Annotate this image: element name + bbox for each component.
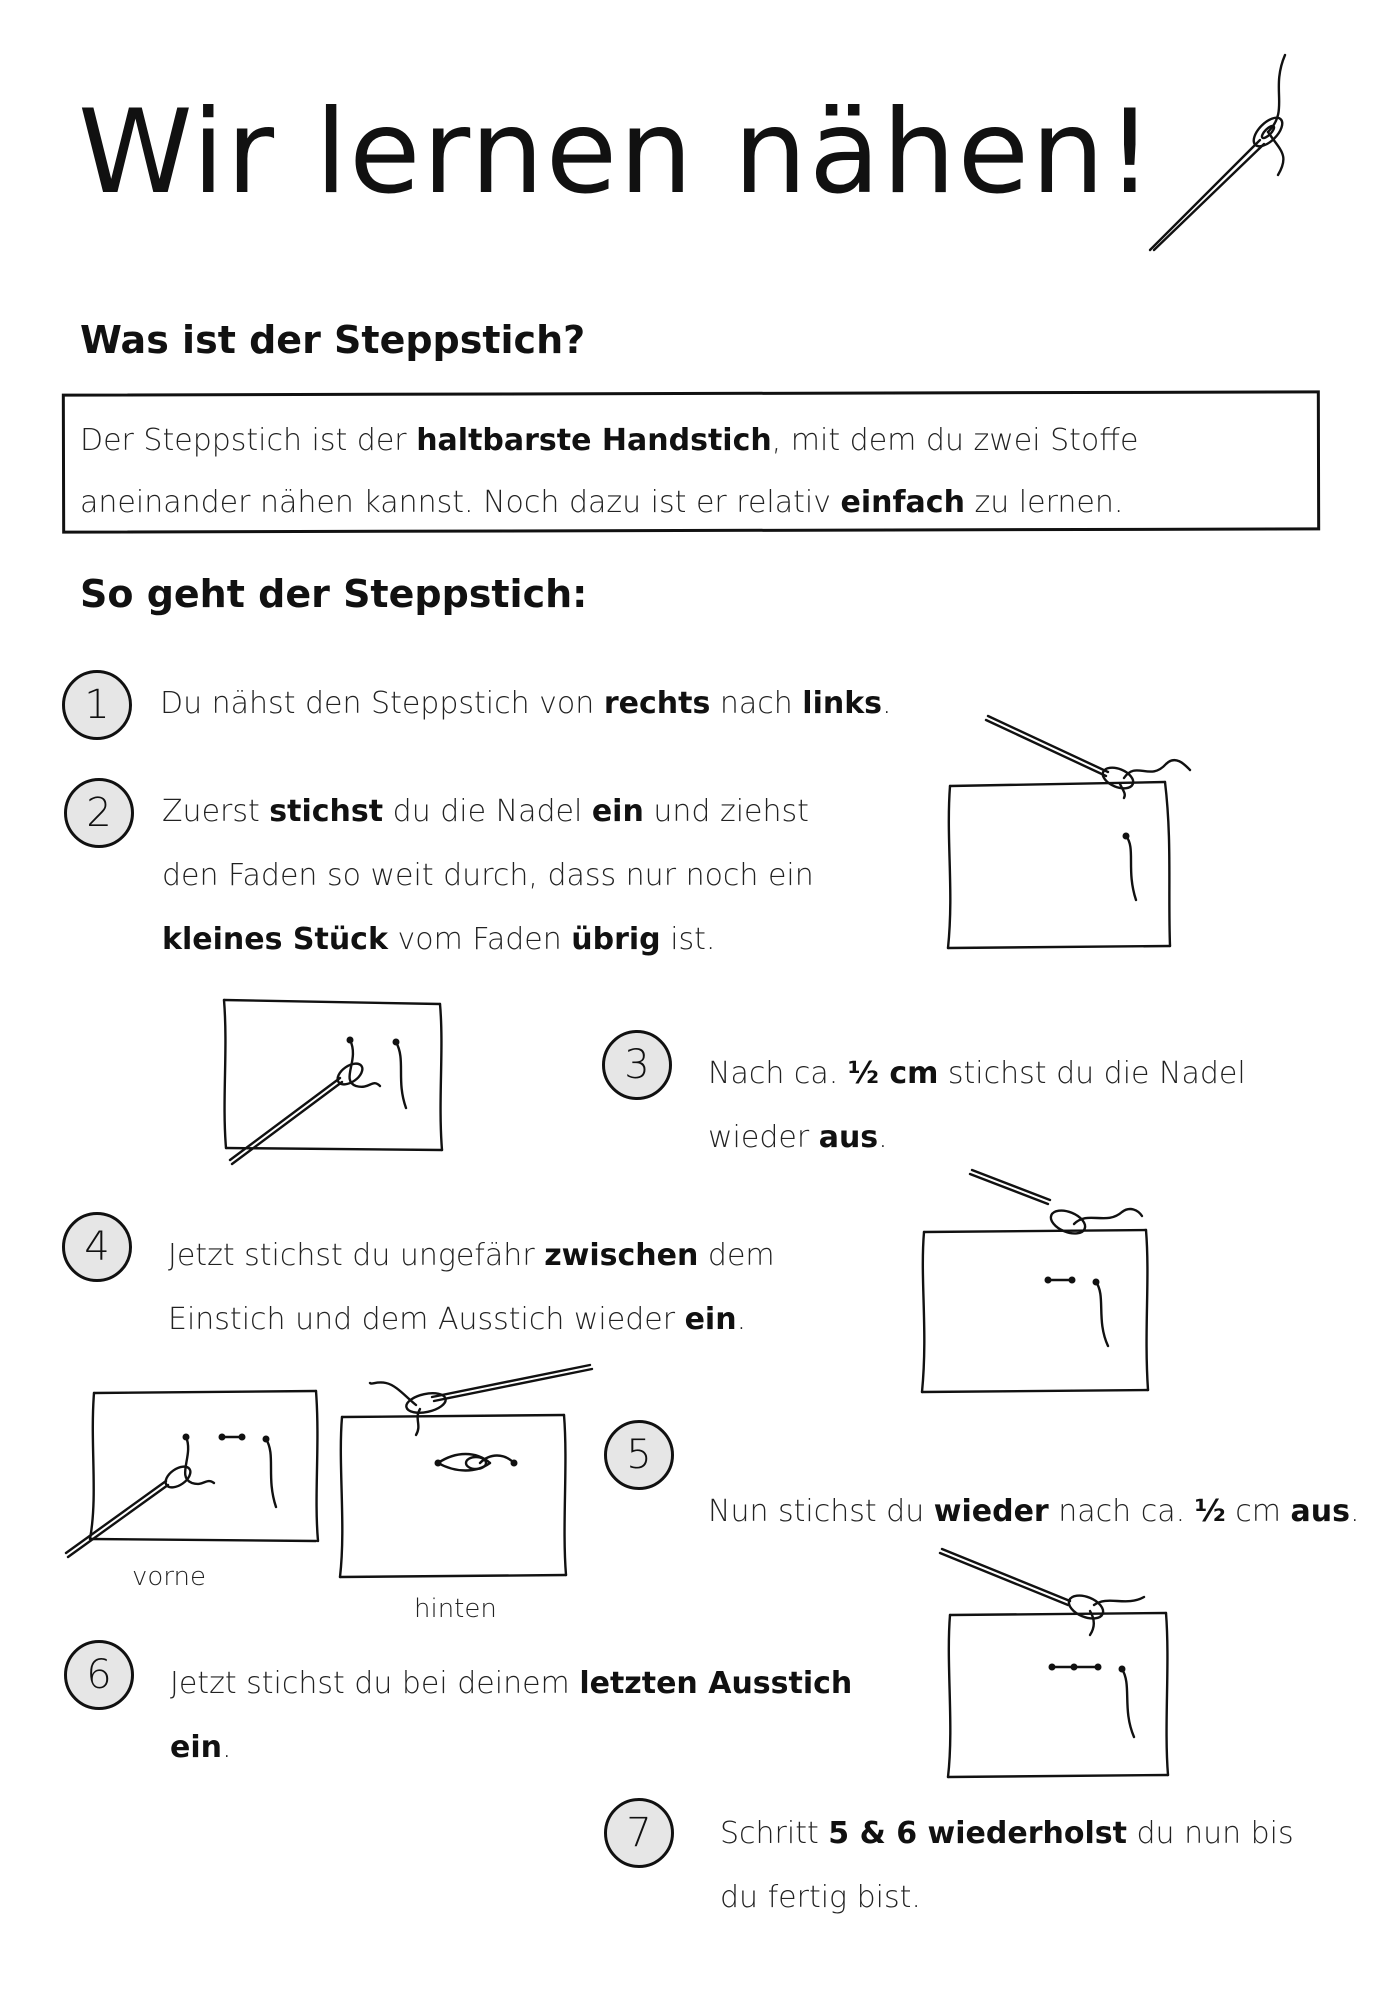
step-bold: ein [684, 1302, 737, 1337]
step-number-7: 7 [604, 1798, 674, 1868]
fabric-illustration-front [66, 1385, 326, 1565]
info-text-part: zu lernen. [964, 485, 1124, 520]
step-6-text [170, 1652, 890, 1780]
step-number-2: 2 [64, 778, 134, 848]
step-bold: ½ cm [847, 1056, 939, 1091]
step-text-part: ist. [660, 922, 716, 957]
info-text-part: , mit dem du zwei Stoffe aneinander nähen kannst. Noch dazu ist er relativ [80, 423, 1139, 520]
info-text [80, 410, 1310, 534]
step-bold: ein [591, 794, 644, 829]
step-4-text [168, 1224, 808, 1352]
step-text-part: stichst du die Nadel wieder [708, 1056, 1246, 1155]
step-text-part: dem Einstich und dem Ausstich wieder [168, 1238, 775, 1337]
section-heading-how: So geht der Steppstich: [80, 572, 588, 616]
fabric-illustration-step3 [220, 990, 450, 1170]
step-bold: rechts [603, 686, 711, 721]
fabric-illustration-back [330, 1365, 590, 1595]
step-number-3: 3 [602, 1030, 672, 1100]
step-bold: zwischen [544, 1238, 699, 1273]
step-bold: wieder [933, 1494, 1049, 1529]
info-bold: haltbarste Handstich [416, 423, 772, 458]
step-text-part: du nun bis du fertig bist. [720, 1816, 1294, 1915]
step-bold: aus [1290, 1494, 1350, 1529]
step-text-part: nach [710, 686, 803, 721]
step-number-4: 4 [62, 1212, 132, 1282]
step-text-part: . [882, 686, 892, 721]
step-bold: aus [818, 1120, 879, 1155]
step-bold: stichst [269, 794, 384, 829]
step-text-part: nach ca. [1048, 1494, 1195, 1529]
step-text-part: . [878, 1120, 888, 1155]
step-number-5: 5 [604, 1420, 674, 1490]
step-bold: links [802, 686, 883, 721]
step-text-part: Jetzt stichst du bei deinem [170, 1666, 580, 1701]
needle-icon [1140, 50, 1320, 260]
step-bold: übrig [571, 922, 661, 957]
fabric-illustration-step4 [910, 1170, 1170, 1400]
step-number-1: 1 [62, 670, 132, 740]
step-text-part: Nach ca. [708, 1056, 848, 1091]
step-bold: letzten Ausstich ein [170, 1666, 853, 1765]
caption-front: vorne [132, 1562, 207, 1592]
step-1-text [160, 672, 920, 736]
step-text-part: Zuerst [162, 794, 270, 829]
step-bold: kleines Stück [162, 922, 388, 957]
page-title: Wir lernen nähen! [78, 85, 1155, 220]
fabric-illustration-step2 [940, 720, 1200, 960]
step-text-part: cm [1225, 1494, 1291, 1529]
step-text-part: vom Faden [387, 922, 572, 957]
info-bold: einfach [840, 485, 965, 520]
step-3-text [708, 1042, 1348, 1170]
step-bold: ½ [1194, 1494, 1226, 1529]
step-number-6: 6 [64, 1640, 134, 1710]
step-5-text [708, 1480, 1368, 1544]
step-text-part: du die Nadel [383, 794, 592, 829]
info-text-part: Der Steppstich ist der [80, 423, 417, 458]
step-text-part: Schritt [720, 1816, 829, 1851]
caption-back: hinten [414, 1594, 497, 1624]
step-text-part: Du nähst den Steppstich von [160, 686, 604, 721]
fabric-illustration-step6 [930, 1545, 1190, 1785]
step-text-part: . [222, 1730, 232, 1765]
step-7-text [720, 1802, 1330, 1930]
step-text-part: Jetzt stichst du ungefähr [168, 1238, 545, 1273]
step-bold: 5 & 6 wiederholst [828, 1816, 1127, 1851]
step-text-part: und ziehst den Faden so weit durch, dass nur noch ein [162, 794, 814, 893]
step-text-part: . [736, 1302, 747, 1337]
step-text-part: Nun stichst du [708, 1494, 934, 1529]
step-2-text [162, 780, 862, 972]
step-text-part: . [1350, 1494, 1360, 1529]
section-heading-what: Was ist der Steppstich? [80, 318, 586, 362]
